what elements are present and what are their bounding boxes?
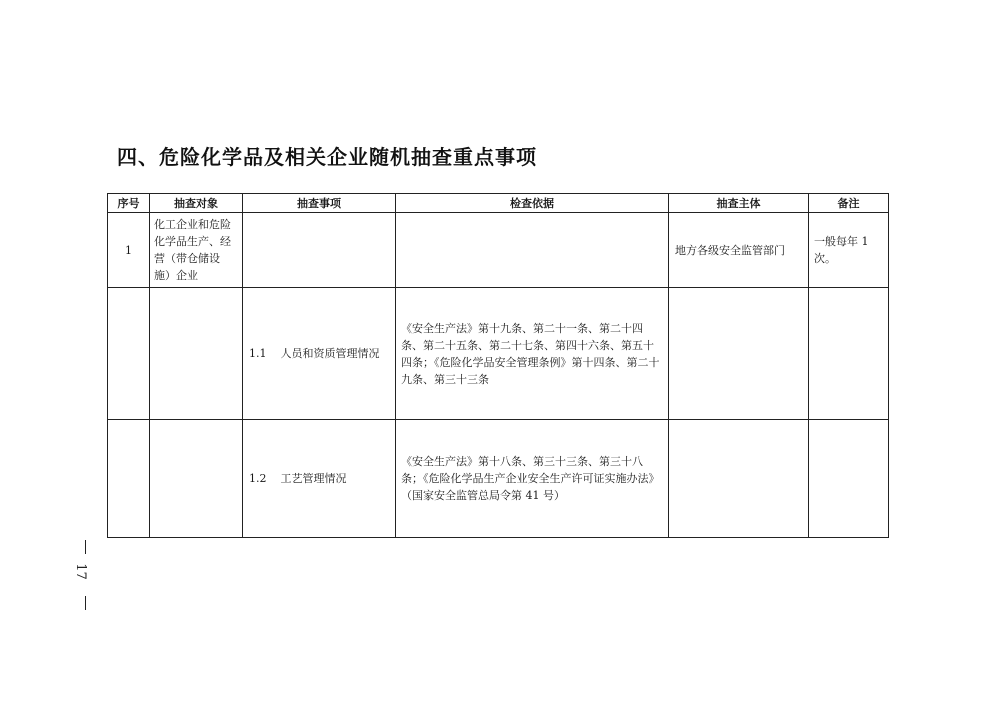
cell-basis: 《安全生产法》第十八条、第三十三条、第三十八条；《危险化学品生产企业安全生产许可证实施办法》（国家安全监管总局令第 41 号） <box>396 420 669 538</box>
header-item: 抽查事项 <box>243 194 396 213</box>
table-header-row <box>108 194 889 213</box>
cell-object <box>150 288 243 420</box>
page-number-dash-top <box>85 540 86 554</box>
cell-item <box>243 288 396 420</box>
page-number-dash-bottom <box>85 596 86 610</box>
table-row <box>108 420 889 538</box>
cell-body <box>669 288 809 420</box>
cell-seq <box>108 288 150 420</box>
inspection-table <box>107 193 889 538</box>
cell-body <box>669 420 809 538</box>
cell-basis: 《安全生产法》第十九条、第二十一条、第二十四条、第二十五条、第二十七条、第四十六条、第五十四条；《危险化学品安全管理条例》第十四条、第二十九条、第三十三条 <box>396 288 669 420</box>
cell-seq <box>108 420 150 538</box>
page-number-text: 17 <box>72 563 88 580</box>
item-label: 人员和资质管理情况 <box>280 347 380 360</box>
cell-object <box>150 420 243 538</box>
header-seq: 序号 <box>108 194 150 213</box>
item-number: 1.2 <box>249 472 267 485</box>
header-body: 抽查主体 <box>669 194 809 213</box>
header-note: 备注 <box>809 194 889 213</box>
item-label: 工艺管理情况 <box>280 472 347 485</box>
cell-item <box>243 213 396 288</box>
cell-seq: 1 <box>108 213 150 288</box>
cell-item <box>243 420 396 538</box>
table-row <box>108 288 889 420</box>
header-object: 抽查对象 <box>150 194 243 213</box>
cell-body: 地方各级安全监管部门 <box>669 213 809 288</box>
page-number <box>72 540 96 610</box>
header-basis: 检查依据 <box>396 194 669 213</box>
cell-note <box>809 420 889 538</box>
cell-basis <box>396 213 669 288</box>
item-number: 1.1 <box>249 347 267 360</box>
cell-note <box>809 288 889 420</box>
cell-object: 化工企业和危险化学品生产、经营（带仓储设施）企业 <box>150 213 243 288</box>
cell-note: 一般每年 1 次。 <box>809 213 889 288</box>
table-row <box>108 213 889 288</box>
page-title: 四、危险化学品及相关企业随机抽查重点事项 <box>117 145 537 169</box>
